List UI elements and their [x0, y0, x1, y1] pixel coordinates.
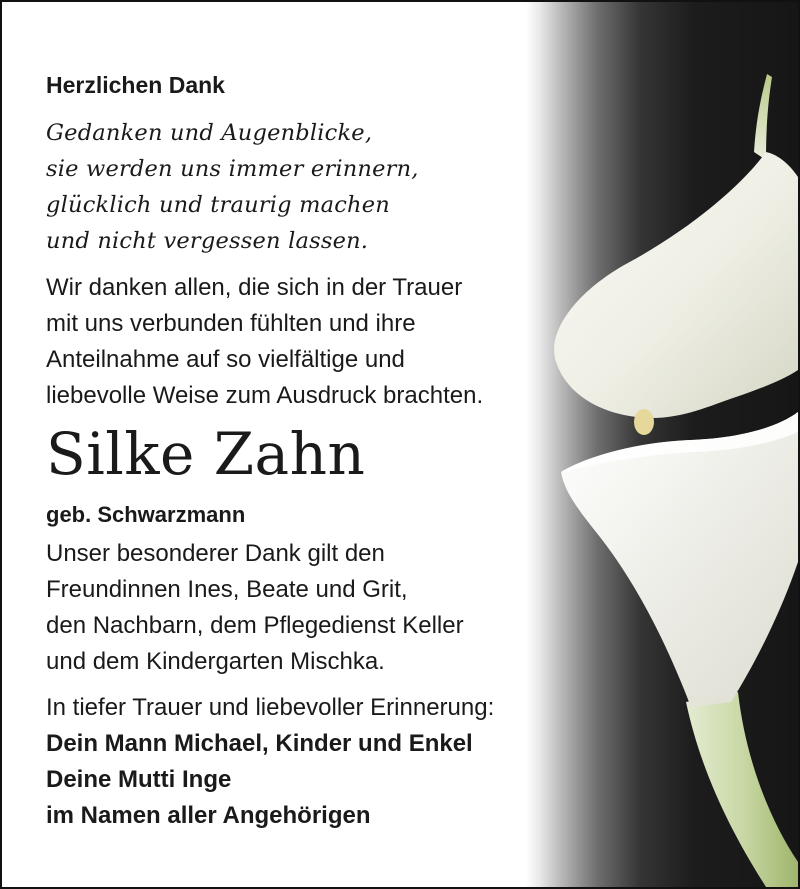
heading: Herzlichen Dank [46, 72, 225, 98]
maiden-name: geb. Schwarzmann [46, 502, 246, 527]
calla-lily-icon [526, 2, 798, 887]
poem-line: Gedanken und Augenblicke, [46, 120, 373, 146]
deceased-name: Silke Zahn [46, 420, 366, 488]
special-thanks-line: und dem Kindergarten Mischka. [46, 648, 385, 675]
thanks-line: Wir danken allen, die sich in der Trauer [46, 274, 463, 301]
lily-spadix [634, 409, 654, 435]
lily-stem [686, 692, 798, 887]
lily-throat [561, 412, 798, 707]
calla-lily-photo [526, 2, 798, 887]
poem-line: glücklich und traurig machen [46, 192, 390, 218]
poem-line: und nicht vergessen lassen. [46, 228, 369, 254]
signature-line: Dein Mann Michael, Kinder und Enkel [46, 730, 473, 757]
closing-intro: In tiefer Trauer und liebevoller Erinnerung: [46, 694, 495, 721]
special-thanks-line: den Nachbarn, dem Pflegedienst Keller [46, 612, 464, 639]
special-thanks-line: Freundinnen Ines, Beate und Grit, [46, 576, 408, 603]
thanks-line: liebevolle Weise zum Ausdruck brachten. [46, 382, 484, 409]
lily-petal [554, 152, 798, 418]
signature-line: Deine Mutti Inge [46, 766, 232, 793]
thanks-line: mit uns verbunden fühlten und ihre [46, 310, 416, 337]
special-thanks-line: Unser besonderer Dank gilt den [46, 540, 385, 567]
signature-line: im Namen aller Angehörigen [46, 802, 371, 829]
lily-tip [754, 74, 772, 160]
poem-line: sie werden uns immer erinnern, [46, 156, 419, 182]
thanks-line: Anteilnahme auf so vielfältige und [46, 346, 405, 373]
